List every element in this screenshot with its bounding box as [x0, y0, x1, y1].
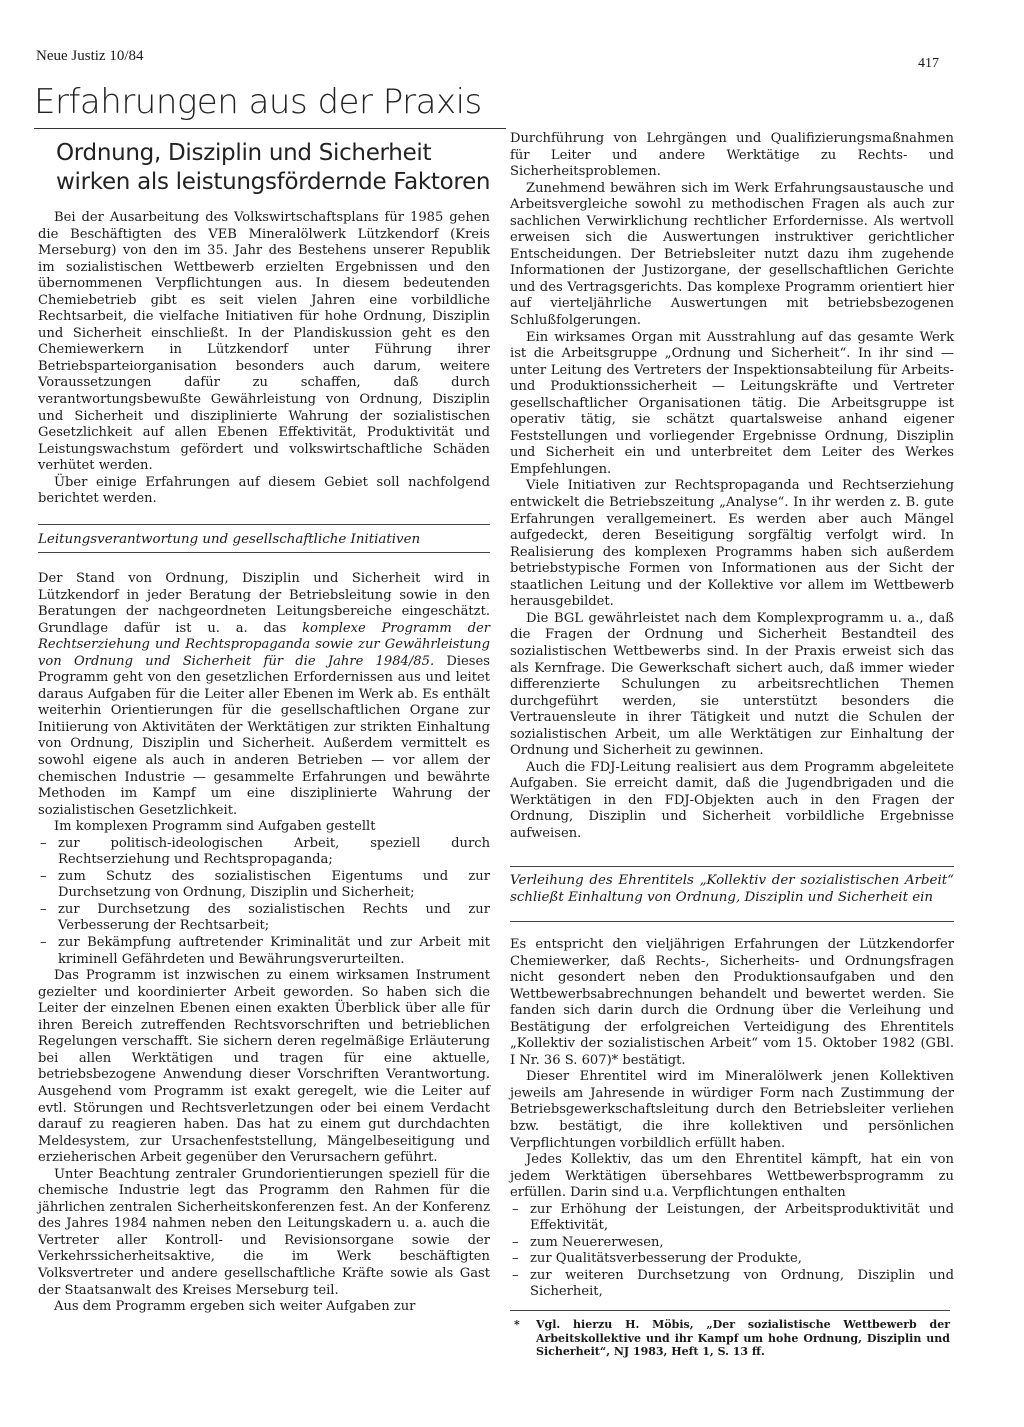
list-item: – zur politisch-ideologischen Arbeit, speziell durch Rechtserziehung und Rechtspropaganda;: [38, 836, 490, 869]
body-paragraph: Im komplexen Programm sind Aufgaben gestellt: [54, 819, 376, 835]
list-item: – zur Erhöhung der Leistungen, der Arbeitsproduktivität und Effektivität,: [510, 1202, 954, 1235]
body-paragraph: Das Programm ist inzwischen zu einem wirksamen Instrument gezielter und koordinierter Arbeit geworden. So haben sich die Leiter der einzelnen Ebenen einen exakten Überblick über alle für ihren Bereich zutreffenden Rechtsvorschriften und betrieblichen Regelungen verschafft. Sie sichern deren regelmäßige Erläuterung bei allen Werktätigen und tragen für eine aktuelle, betriebsbezogene Anwendung dieser Vorschriften Verantwortung. Ausgehend vom Programm ist exakt geregelt, wie die Leiter auf evtl. Störungen und Rechtsverletzungen oder bei einem Verdacht darauf zu reagieren haben. Das hat zu einem gut durchdachten Meldesystem, zur Ursachenfeststellung, Mängelbeseitigung und erzieherischen Arbeit gegenüber den Verursachern geführt.: [38, 968, 490, 1166]
article-title: [56, 139, 496, 197]
program-title-italic: komplexe Programm der Rechtserziehung und Rechtspropaganda sowie zur Gewährleistung von Ordnung und Sicherheit für die Jahre 1984/85.: [38, 620, 490, 669]
body-paragraph: Unter Beachtung zentraler Grundorientierungen speziell für die chemische Industrie legt das Programm den Rahmen für die jährlichen zentralen Sicherheitskonferenzen fest. An der Konferenz des Jahres 1984 nahmen neben den Leitungskadern u. a. auch die Vertreter aller Kontroll- und Revisionsorgane sowie der Verkehrssicherheitsaktive, die im Werk beschäftigten Volksvertreter und andere gesellschaftliche Kräfte sowie als Gast der Staatsanwalt des Kreises Merseburg teil.: [38, 1166, 490, 1298]
right-column-upper: [510, 131, 954, 843]
task-list: [38, 836, 490, 968]
article-title-line-2: wirken als leistungsfördernde Faktoren: [56, 169, 491, 195]
page-number: 417: [918, 56, 939, 71]
list-item: – zum Schutz des sozialistischen Eigentums und zur Durchsetzung von Ordnung, Disziplin und Sicherheit;: [38, 869, 490, 902]
intro-block: [38, 210, 490, 508]
body-paragraph: Viele Initiativen zur Rechtspropaganda und Rechtserziehung entwickelt die Betriebszeitung „Analyse“. In ihr werden z. B. gute Erfahrungen verallgemeinert. Es werden aber auch Mängel aufgedeckt, deren Beseitigung sorgfältig verfolgt wird. In Realisierung des komplexen Programms haben sich außerdem betriebstypische Formen von Informationen aus der Sicht der staatlichen Leitung und der Kollektive vor allem im Wettbewerb herausgebildet.: [510, 478, 954, 610]
footnote: [514, 1318, 950, 1359]
section-heading: Erfahrungen aus der Praxis: [34, 82, 482, 122]
divider-rule: [38, 552, 490, 553]
body-paragraph: Dieser Ehrentitel wird im Mineralölwerk jenen Kollektiven jeweils am Jahresende in würdiger Form nach Zustimmung der Betriebsgewerkschaftsleitung durch den Betriebsleiter verliehen bzw. bestätigt, die ihre kollektiven und persönlichen Verpflichtungen vorbildlich erfüllt haben.: [510, 1069, 954, 1151]
obligation-list: [510, 1202, 954, 1301]
intro-paragraph: Bei der Ausarbeitung des Volkswirtschaftsplans für 1985 gehen die Beschäftigten des VEB Mineralölwerk Lützkendorf (Kreis Merseburg) von den im 35. Jahr des Bestehens unserer Republik im sozialistischen Wettbewerb erzielten Ergebnissen und den übernommenen Verpflichtungen aus. In diesem bedeutenden Chemiebetrieb gibt es seit vielen Jahren eine vorbildliche Rechtsarbeit, die vielfache Initiativen für hohe Ordnung, Disziplin und Sicherheit einschließt. In der Plandiskussion geht es den Chemiewerkern in Lützkendorf unter Führung ihrer Betriebsparteiorganisation besonders auch darum, weitere Voraussetzungen dafür zu schaffen, daß durch verantwortungsbewußte Gewährleistung von Ordnung, Disziplin und Sicherheit und disziplinierte Wahrung der sozialistischen Gesetzlichkeit auf allen Ebenen Effektivität, Produktivität und Leistungswachstum gefördert und volkswirtschaftliche Schäden verhütet werden.: [38, 210, 490, 474]
body-paragraph: Jedes Kollektiv, das um den Ehrentitel kämpft, hat ein von jedem Werktätigen übersehbares Wettbewerbsprogramm zu erfüllen. Darin sind u.a. Verpflichtungen enthalten: [510, 1152, 954, 1201]
list-item: – zum Neuererwesen,: [510, 1235, 954, 1252]
subheading-leitungsverantwortung: Leitungsverantwortung und gesellschaftliche Initiativen: [38, 532, 421, 547]
footnote-text: Vgl. hierzu H. Möbis, „Der sozialistische Wettbewerb der Arbeitskollektive und ihr Kampf um hohe Ordnung, Disziplin und Sicherheit“, NJ 1983, Heft 1, S. 13 ff.: [536, 1318, 950, 1359]
body-paragraph: [38, 571, 490, 819]
divider-rule: [510, 921, 954, 922]
intro-paragraph: Über einige Erfahrungen auf diesem Gebiet soll nachfolgend berichtet werden.: [38, 474, 490, 507]
body-paragraph: Zunehmend bewähren sich im Werk Erfahrungsaustausche und Arbeitsvergleiche sowohl zu methodischen Fragen als auch zur sachlichen Verwirklichung rechtlicher Erfordernisse. Als wertvoll erweisen sich die Auswertungen instruktiver gerichtlicher Entscheidungen. Der Betriebsleiter nutzt dazu ihm zugehende Informationen der Justizorgane, der gesellschaftlichen Gerichte und des Vertragsgerichts. Das komplexe Programm orientiert hier auf vierteljährliche Auswertungen mit betriebsbezogenen Schlußfolgerungen.: [510, 180, 954, 329]
footnote-marker: *: [514, 1318, 520, 1331]
divider-rule: [38, 524, 490, 525]
section-1-body: [38, 571, 490, 1316]
journal-header: Neue Justiz 10/84: [36, 48, 144, 64]
list-item: – zur Qualitätsverbesserung der Produkte,: [510, 1251, 954, 1268]
body-paragraph: Ein wirksames Organ mit Ausstrahlung auf das gesamte Werk ist die Arbeitsgruppe „Ordnung und Sicherheit“. In ihr sind — unter Leitung des Vertreters der Inspektionsabteilung für Arbeits- und Produktionssicherheit — Leitungskräfte und Vertreter gesellschaftlicher Organisationen tätig. Die Arbeitsgruppe ist operativ tätig, sie schätzt quartalsweise anhand eigener Feststellungen und vorliegender Ergebnisse Ordnung, Disziplin und Sicherheit ein und unterbreitet dem Leiter des Werkes Empfehlungen.: [510, 329, 954, 477]
section-rule: [34, 128, 506, 129]
list-item: – zur weiteren Durchsetzung von Ordnung, Disziplin und Sicherheit,: [510, 1268, 954, 1301]
body-paragraph: Auch die FDJ-Leitung realisiert aus dem Programm abgeleitete Aufgaben. Sie erreicht damit, daß die Jugendbrigaden und die Werktätigen in den FDJ-Objekten auch in den Fragen der Ordnung, Disziplin und Sicherheit vorbildliche Ergebnisse aufweisen.: [510, 759, 954, 841]
body-text: Der Stand von Ordnung, Disziplin und Sicherheit wird in Lützkendorf in jeder Beratung der Betriebsleitung sowie in den Beratungen der nachgeordneten Leitungsbereiche eingeschätzt. Grundlage dafür ist u. a. das: [38, 571, 490, 636]
body-text: Dieses Programm geht von den gesetzlichen Erfordernissen aus und leitet daraus Aufgaben für die Leiter aller Ebenen im Werk ab. Es enthält weiterhin Orientierungen für die gesellschaftlichen Organe zur Initiierung von Aktivitäten der Werktätigen zur strikten Einhaltung von Ordnung, Disziplin und Sicherheit. Außerdem vermittelt es sowohl eigene als auch in anderen Betrieben — vor allem der chemischen Industrie — gesammelte Erfahrungen und bewährte Methoden im Kampf um eine disziplinierte Wahrung der sozialistischen Gesetzlichkeit.: [38, 653, 490, 818]
list-item: – zur Bekämpfung auftretender Kriminalität und zur Arbeit mit kriminell Gefährdeten und Bewährungsverurteilten.: [38, 935, 490, 968]
article-title-line-1: Ordnung, Disziplin und Sicherheit: [56, 140, 432, 166]
body-paragraph: Die BGL gewährleistet nach dem Komplexprogramm u. a., daß die Fragen der Ordnung und Sicherheit Bestandteil des sozialistischen Wettbewerbs sind. In der Praxis erweist sich das als Kernfrage. Die Gewerkschaft sichert auch, daß immer wieder differenzierte Schulungen zu arbeitsrechtlichen Themen durchgeführt werden, sie unterstützt besonders die Vertrauensleute in ihrer Tätigkeit und nutzt die Schulen der sozialistischen Arbeit, um alle Werktätigen zur Einhaltung der Ordnung und Sicherheit zu gewinnen.: [510, 610, 954, 759]
divider-rule: [510, 866, 954, 867]
body-paragraph: Aus dem Programm ergeben sich weiter Aufgaben zur: [54, 1299, 416, 1315]
section-2-body: [510, 937, 954, 1301]
subheading-ehrentitel: Verleihung des Ehrentitels „Kollektiv der sozialistischen Arbeit“ schließt Einhaltung von Ordnung, Disziplin und Sicherheit ein: [510, 873, 954, 905]
body-paragraph: Durchführung von Lehrgängen und Qualifizierungsmaßnahmen für Leiter und andere Werktätige zu Rechts- und Sicherheitsproblemen.: [510, 131, 954, 180]
footnote-rule: [510, 1310, 950, 1311]
body-paragraph: Es entspricht den vieljährigen Erfahrungen der Lützkendorfer Chemiewerker, daß Rechts-, Sicherheits- und Ordnungsfragen nicht gesondert neben den Produktionsaufgaben und den Wettbewerbsabrechnungen behandelt und bewertet werden. Sie fanden sich darin durch die Ordnung über die Verleihung und Bestätigung der erfolgreichen Verteidigung des Ehrentitels „Kollektiv der sozialistischen Arbeit“ vom 15. Oktober 1982 (GBl. I Nr. 36 S. 607)* bestätigt.: [510, 937, 954, 1068]
list-item: – zur Durchsetzung des sozialistischen Rechts und zur Verbesserung der Rechtsarbeit;: [38, 902, 490, 935]
